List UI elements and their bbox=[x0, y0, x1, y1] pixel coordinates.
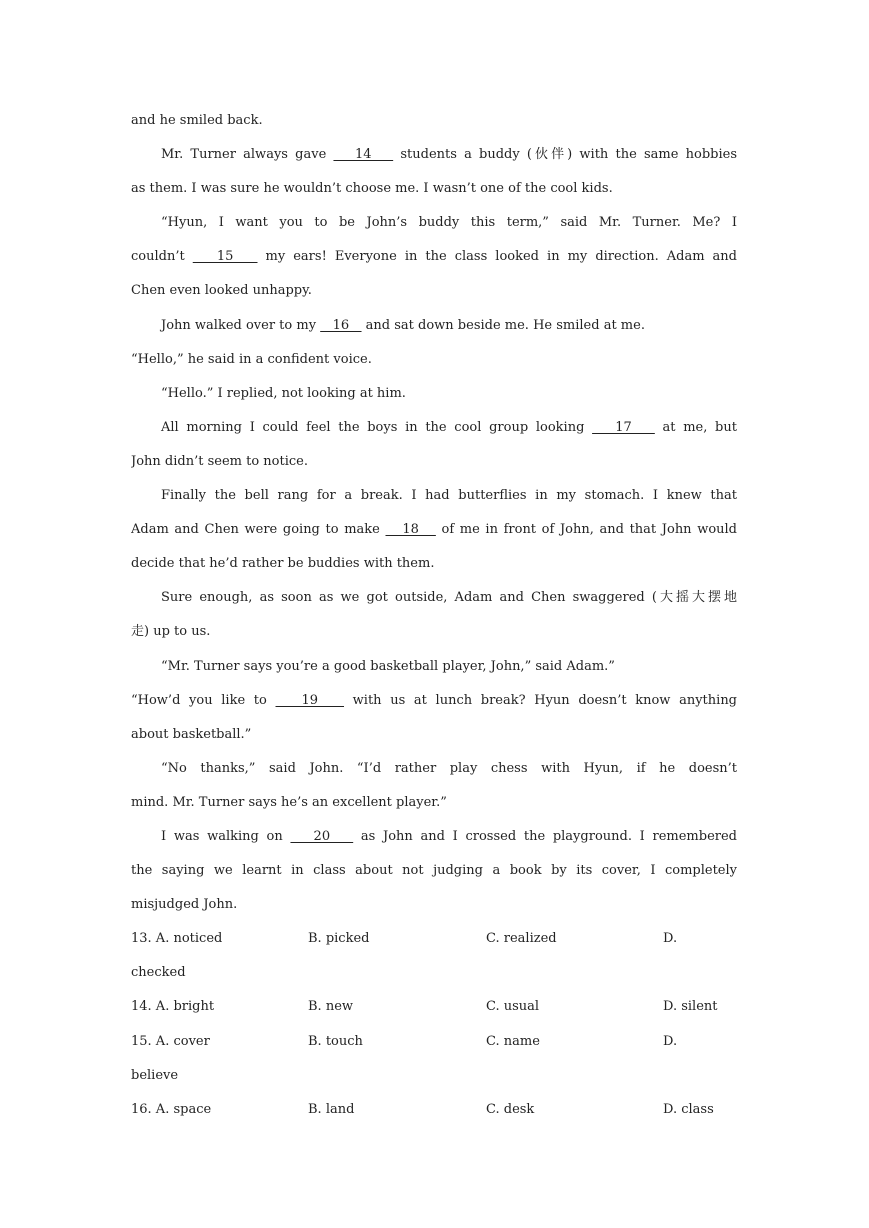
passage-line bbox=[131, 240, 737, 274]
passage-text: and he smiled back. bbox=[131, 113, 263, 128]
option-d: D. bbox=[663, 931, 678, 947]
passage-text: Sure enough, as soon as we got outside, Adam and Chen swaggered (大摇大摆地 bbox=[161, 590, 737, 606]
passage-line bbox=[131, 138, 737, 172]
passage-line bbox=[131, 309, 737, 343]
option-a: 16. A. space bbox=[131, 1101, 212, 1117]
passage-text: the saying we learnt in class about not judging a book by its cover, I completely bbox=[131, 863, 737, 879]
option-d: D. silent bbox=[663, 999, 718, 1015]
answer-blank: 14 bbox=[333, 147, 394, 163]
reading-passage bbox=[131, 104, 737, 922]
answer-blank: 16 bbox=[320, 317, 362, 333]
passage-text: “Mr. Turner says you’re a good basketball player, John,” said Adam.” bbox=[161, 658, 615, 674]
option-row bbox=[131, 1025, 737, 1059]
option-d: D. bbox=[663, 1033, 678, 1049]
passage-line bbox=[131, 752, 737, 786]
passage-line bbox=[131, 274, 737, 308]
passage-text: All morning I could feel the boys in the cool group looking bbox=[161, 419, 593, 435]
option-d: D. class bbox=[663, 1101, 714, 1117]
passage-text: “Hyun, I want you to be John’s buddy this term,” said Mr. Turner. Me? I bbox=[161, 215, 737, 231]
passage-line bbox=[131, 445, 737, 479]
passage-text: 走) up to us. bbox=[131, 624, 211, 640]
answer-blank: 17 bbox=[592, 419, 655, 435]
option-c: C. desk bbox=[486, 1101, 535, 1117]
passage-line bbox=[131, 206, 737, 240]
option-row bbox=[131, 922, 737, 956]
option-c: C. realized bbox=[486, 931, 557, 947]
passage-line bbox=[131, 172, 737, 206]
option-b: B. land bbox=[308, 1101, 355, 1117]
option-a: 14. A. bright bbox=[131, 999, 215, 1015]
answer-blank: 20 bbox=[290, 828, 354, 844]
passage-text: as them. I was sure he wouldn’t choose me. I wasn’t one of the cool kids. bbox=[131, 181, 613, 197]
passage-line bbox=[131, 479, 737, 513]
passage-text: students a buddy (伙伴) with the same hobbies bbox=[393, 147, 737, 163]
option-c: C. name bbox=[486, 1033, 540, 1049]
passage-line bbox=[131, 343, 737, 377]
passage-text: “No thanks,” said John. “I’d rather play chess with Hyun, if he doesn’t bbox=[161, 760, 737, 776]
passage-text: couldn’t bbox=[131, 249, 193, 265]
option-a: 13. A. noticed bbox=[131, 931, 223, 947]
passage-line bbox=[131, 684, 737, 718]
passage-text: with us at lunch break? Hyun doesn’t know anything bbox=[344, 692, 737, 708]
option-b: B. picked bbox=[308, 931, 370, 947]
passage-text: “Hello.” I replied, not looking at him. bbox=[161, 385, 406, 401]
passage-line bbox=[131, 854, 737, 888]
passage-line bbox=[131, 718, 737, 752]
passage-line bbox=[131, 411, 737, 445]
passage-text: John walked over to my bbox=[161, 317, 321, 333]
passage-text: Mr. Turner always gave bbox=[161, 147, 334, 163]
passage-line bbox=[131, 581, 737, 615]
option-b: B. new bbox=[308, 999, 354, 1015]
document-page bbox=[131, 104, 737, 1127]
passage-text: I was walking on bbox=[161, 828, 291, 844]
passage-text: “How’d you like to bbox=[131, 692, 276, 708]
passage-line bbox=[131, 547, 737, 581]
passage-text: and sat down beside me. He smiled at me. bbox=[361, 317, 645, 333]
passage-text: Adam and Chen were going to make bbox=[131, 522, 386, 538]
passage-text: mind. Mr. Turner says he’s an excellent player.” bbox=[131, 794, 447, 810]
option-row bbox=[131, 990, 737, 1024]
passage-line bbox=[131, 513, 737, 547]
passage-text: as John and I crossed the playground. I remembered bbox=[353, 828, 737, 844]
passage-line bbox=[131, 888, 737, 922]
option-row bbox=[131, 1093, 737, 1127]
passage-line bbox=[131, 615, 737, 649]
option-wrap-text: believe bbox=[131, 1067, 179, 1083]
passage-line bbox=[131, 377, 737, 411]
passage-text: of me in front of John, and that John would bbox=[435, 522, 737, 538]
option-a: 15. A. cover bbox=[131, 1033, 210, 1049]
passage-text: decide that he’d rather be buddies with them. bbox=[131, 556, 435, 572]
passage-line bbox=[131, 650, 737, 684]
passage-text: about basketball.” bbox=[131, 726, 252, 742]
passage-text: my ears! Everyone in the class looked in my direction. Adam and bbox=[257, 249, 737, 265]
passage-text: at me, but bbox=[654, 419, 737, 435]
option-c: C. usual bbox=[486, 999, 540, 1015]
option-wrap-text: checked bbox=[131, 965, 186, 981]
answer-options bbox=[131, 922, 737, 1127]
passage-text: “Hello,” he said in a confident voice. bbox=[131, 351, 372, 367]
passage-line bbox=[131, 820, 737, 854]
passage-text: misjudged John. bbox=[131, 897, 238, 913]
option-b: B. touch bbox=[308, 1033, 363, 1049]
passage-text: John didn’t seem to notice. bbox=[131, 453, 308, 469]
answer-blank: 15 bbox=[192, 249, 258, 265]
passage-line bbox=[131, 786, 737, 820]
passage-text: Chen even looked unhappy. bbox=[131, 283, 312, 299]
passage-text: Finally the bell rang for a break. I had butterflies in my stomach. I knew that bbox=[161, 488, 737, 504]
answer-blank: 19 bbox=[275, 692, 345, 708]
passage-line bbox=[131, 104, 737, 138]
answer-blank: 18 bbox=[385, 522, 436, 538]
